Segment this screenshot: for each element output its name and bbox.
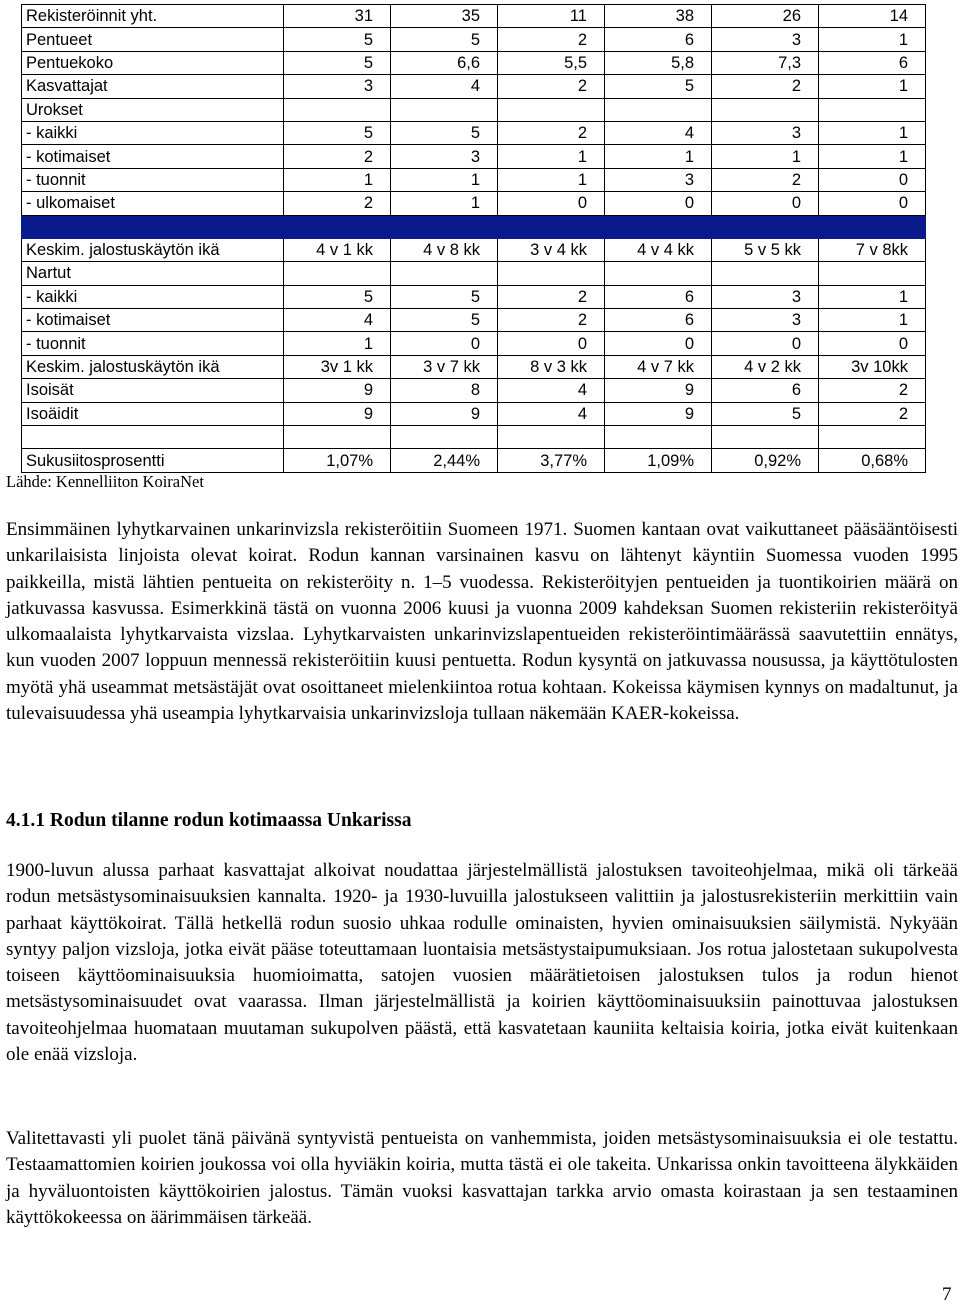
table-cell: 5 xyxy=(391,285,498,308)
table-cell: 6 xyxy=(712,379,819,402)
row-label: Pentuekoko xyxy=(22,51,284,74)
row-label: Isoisät xyxy=(22,379,284,402)
table-row xyxy=(22,355,926,378)
table-cell: 3v 10kk xyxy=(819,355,926,378)
table-row xyxy=(22,238,926,261)
table-cell xyxy=(498,426,605,449)
table-cell: 1,09% xyxy=(605,449,712,472)
table-row xyxy=(22,262,926,285)
row-label: - tuonnit xyxy=(22,168,284,191)
separator-band xyxy=(22,215,926,238)
table-cell: 35 xyxy=(391,5,498,28)
table-cell: 1 xyxy=(391,168,498,191)
row-label: - kotimaiset xyxy=(22,145,284,168)
table-cell xyxy=(498,98,605,121)
table-cell: 3 xyxy=(712,121,819,144)
row-label: Keskim. jalostuskäytön ikä xyxy=(22,238,284,261)
paragraph-text: 1900-luvun alussa parhaat kasvattajat alkoivat noudattaa järjestelmällistä jalostuksen tavoiteohjelmaa, mikä oli tärkeää rodun metsästysominaisuuksien kannalta. 1920- ja 1930-luvuilla jalostukseen valittiin ja jalostusrekisteriin merkittiin vain parhaat käyttökoirat. Tällä hetkellä rodun suosio uhkaa rodulle ominaisten, hyvien ominaisuuksien säilymistä. Nykyään syntyy paljon vizsloja, jotka eivät pääse toteuttamaan luontaisia metsästystaipumuksiaan. Jos rotua jalostetaan sukupolvesta toiseen käyttöominaisuuksia huomioimatta, satojen vuosien määrätietoisen jalostuksen tulos ja rodun hienot metsästysominaisuudet ovat vaarassa. Ilman järjestelmällistä ja koirien käyttöominaisuuksiin painottuvaa jalostuksen tavoiteohjelmaa huomataan muutaman sukupolven päästä, että kasvatetaan kauniita keltaisia koiria, jotka eivät kuitenkaan ole enää vizsloja. xyxy=(6,860,958,1066)
table-cell: 4 xyxy=(498,402,605,425)
table-cell xyxy=(712,98,819,121)
row-label: Pentueet xyxy=(22,28,284,51)
table-cell: 0,68% xyxy=(819,449,926,472)
table-cell: 11 xyxy=(498,5,605,28)
table-row xyxy=(22,379,926,402)
table-cell: 6 xyxy=(605,28,712,51)
table-cell: 5 xyxy=(284,121,391,144)
table-row xyxy=(22,402,926,425)
table-cell: 4 v 4 kk xyxy=(605,238,712,261)
table-row xyxy=(22,215,926,238)
table-cell: 1 xyxy=(605,145,712,168)
table-row xyxy=(22,192,926,215)
paragraph-text: Valitettavasti yli puolet tänä päivänä syntyvistä pentueista on vanhemmista, joiden metsästysominaisuuksia ei ole testattu. Testaamattomien koirien joukossa voi olla hyviäkin koiria, mutta tästä ei ole takeita. Unkarissa onkin tavoitteena älykkäiden ja hyväluontoisten käyttökoirien jalostus. Tämän vuoksi kasvattajan tarkka arvio omasta koirastaan ja sen testaaminen käyttökokeessa on äärimmäisen tärkeää. xyxy=(6,1128,958,1228)
table-cell: 3v 1 kk xyxy=(284,355,391,378)
table-cell: 3 xyxy=(712,285,819,308)
table-cell: 5 xyxy=(284,28,391,51)
table-cell: 6 xyxy=(605,309,712,332)
table-cell: 1 xyxy=(819,121,926,144)
row-label: - ulkomaiset xyxy=(22,192,284,215)
row-label: Sukusiitosprosentti xyxy=(22,449,284,472)
table-row xyxy=(22,145,926,168)
table-cell: 0 xyxy=(498,192,605,215)
table-row xyxy=(22,28,926,51)
table-cell: 2 xyxy=(819,379,926,402)
table-row xyxy=(22,332,926,355)
table-cell: 14 xyxy=(819,5,926,28)
table-cell: 0 xyxy=(605,332,712,355)
table-cell: 2 xyxy=(498,28,605,51)
table-cell xyxy=(819,262,926,285)
table-cell: 1 xyxy=(819,285,926,308)
table-cell: 5,8 xyxy=(605,51,712,74)
table-cell: 5 v 5 kk xyxy=(712,238,819,261)
table-row xyxy=(22,426,926,449)
table-cell: 9 xyxy=(284,379,391,402)
table-cell: 1 xyxy=(819,309,926,332)
row-label: Rekisteröinnit yht. xyxy=(22,5,284,28)
table-cell: 5,5 xyxy=(498,51,605,74)
table-cell: 9 xyxy=(605,379,712,402)
table-cell: 3 v 4 kk xyxy=(498,238,605,261)
table-cell xyxy=(712,426,819,449)
table-row xyxy=(22,121,926,144)
table-cell: 5 xyxy=(391,28,498,51)
table-cell: 5 xyxy=(605,75,712,98)
table-cell: 5 xyxy=(391,309,498,332)
table-cell: 5 xyxy=(284,285,391,308)
table-cell: 6 xyxy=(605,285,712,308)
table-cell: 1 xyxy=(284,168,391,191)
table-cell: 4 xyxy=(605,121,712,144)
row-label: Isoäidit xyxy=(22,402,284,425)
table-cell: 0 xyxy=(712,332,819,355)
table-cell xyxy=(605,262,712,285)
table-cell: 1 xyxy=(819,28,926,51)
body-paragraph-2 xyxy=(6,858,958,1068)
row-label xyxy=(22,426,284,449)
breed-statistics-table-body xyxy=(22,5,926,473)
row-label: Keskim. jalostuskäytön ikä xyxy=(22,355,284,378)
table-cell: 0 xyxy=(819,168,926,191)
row-label: Urokset xyxy=(22,98,284,121)
table-cell: 1 xyxy=(498,168,605,191)
table-cell: 9 xyxy=(284,402,391,425)
table-cell: 2 xyxy=(284,192,391,215)
table-cell xyxy=(605,98,712,121)
table-cell: 2 xyxy=(712,75,819,98)
table-cell: 9 xyxy=(391,402,498,425)
body-paragraph-3 xyxy=(6,1126,958,1231)
table-cell: 1 xyxy=(391,192,498,215)
table-cell: 7 v 8kk xyxy=(819,238,926,261)
table-cell: 5 xyxy=(391,121,498,144)
breed-statistics-table xyxy=(21,4,926,473)
body-paragraph-1 xyxy=(6,517,958,727)
table-row xyxy=(22,98,926,121)
table-cell: 31 xyxy=(284,5,391,28)
table-cell: 3 xyxy=(284,75,391,98)
row-label: - kotimaiset xyxy=(22,309,284,332)
table-cell: 1 xyxy=(284,332,391,355)
table-cell xyxy=(284,98,391,121)
table-cell: 38 xyxy=(605,5,712,28)
table-cell: 2 xyxy=(498,285,605,308)
table-cell: 0 xyxy=(712,192,819,215)
table-cell: 4 xyxy=(498,379,605,402)
table-cell xyxy=(284,262,391,285)
table-cell: 2 xyxy=(498,75,605,98)
table-cell: 1 xyxy=(712,145,819,168)
table-source-note: Lähde: Kennelliiton KoiraNet xyxy=(6,472,204,491)
table-cell: 2 xyxy=(284,145,391,168)
table-cell: 1 xyxy=(819,75,926,98)
table-cell: 3 v 7 kk xyxy=(391,355,498,378)
table-cell xyxy=(498,262,605,285)
table-cell: 1 xyxy=(819,145,926,168)
row-label: - kaikki xyxy=(22,285,284,308)
table-cell: 4 v 8 kk xyxy=(391,238,498,261)
table-cell: 0 xyxy=(391,332,498,355)
paragraph-text: Ensimmäinen lyhytkarvainen unkarinvizsla rekisteröitiin Suomeen 1971. Suomen kantaan ovat vaikuttaneet pääsääntöisesti unkarilaisista linjoista olevat koirat. Rodun kannan varsinainen kasvu on lähtenyt käyntiin Suomessa vuoden 1995 paikkeilla, mistä lähtien pentueita on rekisteröity n. 1–5 vuodessa. Rekisteröityjen pentueiden ja tuontikoirien määrä on jatkuvassa kasvussa. Esimerkkinä tästä on vuonna 2006 kuusi ja vuonna 2009 kahdeksan Suomen rekisteriin rekisteröityä ulkomaalaista lyhytkarvaista vizslaa. Lyhytkarvaisten unkarinvizslapentueiden rekisteröintimäärässä saavutettiin ennätys, kun vuoden 2007 loppuun mennessä rekisteröitiin kuusi pentuetta. Rodun kysyntä on jatkuvassa nousussa, ja käyttötulosten myötä yhä useammat metsästäjät ovat osoittaneet mielenkiintoa rotua kohtaan. Kokeissa käymisen kynnys on madaltunut, ja tulevaisuudessa yhä useampia lyhytkarvaisia unkarinvizsloja tullaan näkemään KAER-kokeissa. xyxy=(6,519,958,725)
table-cell: 2,44% xyxy=(391,449,498,472)
table-cell: 3 xyxy=(712,28,819,51)
table-cell: 8 xyxy=(391,379,498,402)
row-label: - kaikki xyxy=(22,121,284,144)
table-cell: 0,92% xyxy=(712,449,819,472)
table-cell: 9 xyxy=(605,402,712,425)
table-cell: 0 xyxy=(498,332,605,355)
table-cell: 3 xyxy=(391,145,498,168)
table-cell: 3,77% xyxy=(498,449,605,472)
table-cell xyxy=(284,426,391,449)
table-cell: 6 xyxy=(819,51,926,74)
table-row xyxy=(22,168,926,191)
table-cell: 5 xyxy=(712,402,819,425)
table-cell: 0 xyxy=(605,192,712,215)
table-cell: 4 xyxy=(391,75,498,98)
table-cell: 0 xyxy=(819,192,926,215)
table-cell: 7,3 xyxy=(712,51,819,74)
table-cell xyxy=(712,262,819,285)
table-cell xyxy=(819,426,926,449)
table-cell: 26 xyxy=(712,5,819,28)
table-cell xyxy=(391,426,498,449)
table-cell: 3 xyxy=(605,168,712,191)
table-cell xyxy=(391,98,498,121)
table-row xyxy=(22,309,926,332)
table-cell xyxy=(391,262,498,285)
table-row xyxy=(22,449,926,472)
table-row xyxy=(22,51,926,74)
table-row xyxy=(22,75,926,98)
table-row xyxy=(22,5,926,28)
table-cell xyxy=(605,426,712,449)
row-label: Kasvattajat xyxy=(22,75,284,98)
table-cell: 4 v 2 kk xyxy=(712,355,819,378)
section-heading: 4.1.1 Rodun tilanne rodun kotimaassa Unkarissa xyxy=(6,810,412,831)
row-label: Nartut xyxy=(22,262,284,285)
table-cell: 4 v 1 kk xyxy=(284,238,391,261)
table-cell: 3 xyxy=(712,309,819,332)
table-cell: 1,07% xyxy=(284,449,391,472)
table-cell: 5 xyxy=(284,51,391,74)
table-cell xyxy=(819,98,926,121)
table-cell: 1 xyxy=(498,145,605,168)
table-cell: 2 xyxy=(498,121,605,144)
row-label: - tuonnit xyxy=(22,332,284,355)
page-number: 7 xyxy=(942,1284,952,1305)
table-row xyxy=(22,285,926,308)
table-cell: 2 xyxy=(712,168,819,191)
table-cell: 4 xyxy=(284,309,391,332)
table-cell: 2 xyxy=(498,309,605,332)
table-cell: 0 xyxy=(819,332,926,355)
table-cell: 8 v 3 kk xyxy=(498,355,605,378)
table-cell: 6,6 xyxy=(391,51,498,74)
table-cell: 4 v 7 kk xyxy=(605,355,712,378)
table-cell: 2 xyxy=(819,402,926,425)
